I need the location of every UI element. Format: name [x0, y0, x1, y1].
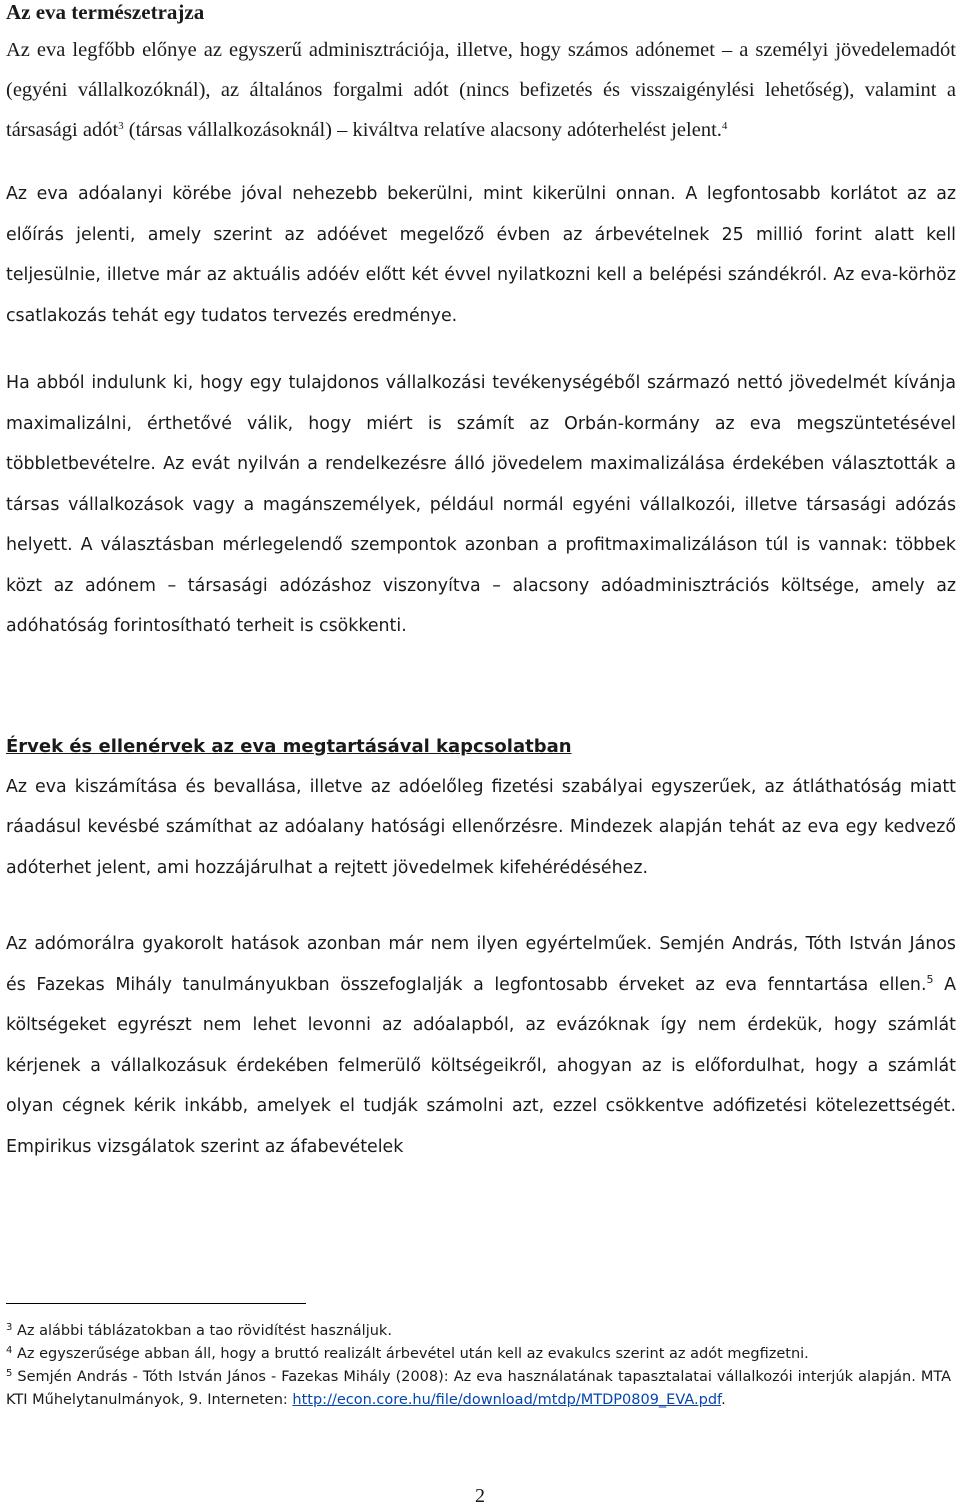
paragraph-adoalanyi-kor: Az eva adóalanyi körébe jóval nehezebb bekerülni, mint kikerülni onnan. A legfontosabb korlátot az az előírás jelenti, amely szerint az adóévet megelőző évben az árbevételnek 25 millió forint alatt kell teljesülnie, illetve már az aktuális adóév előtt két évvel nyilatkozni kell a belépési szándékról. Az eva-körhöz csatlakozás tehát egy tudatos tervezés eredménye.	[6, 184, 956, 326]
footnote-5	[6, 1366, 951, 1412]
document-page	[6, 0, 956, 1167]
footnote-number: 4	[6, 1345, 13, 1356]
footnotes	[6, 1320, 951, 1412]
footnote-number: 3	[6, 1322, 13, 1333]
footnote-3	[6, 1320, 951, 1343]
source-link[interactable]: http://econ.core.hu/file/download/mtdp/MTDP0809_EVA.pdf	[292, 1392, 722, 1408]
footnote-separator	[6, 1303, 306, 1304]
paragraph-eva-kiszamitasa: Az eva kiszámítása és bevallása, illetve az adóelőleg fizetési szabályai egyszerűek, az átláthatóság miatt ráadásul kevésbé számíthat az adóalany hatósági ellenőrzésre. Mindezek alapján tehát az eva egy kedvező adóterhet jelent, ami hozzájárulhat a rejtett jövedelmek kifehérédéséhez.	[6, 776, 956, 878]
paragraph-text: Az eva legfőbb előnye az egyszerű adminisztrációja, illetve, hogy számos adónemet – a személyi jövedelemadót (egyéni vállalkozóknál), az általános forgalmi adót (nincs befizetés és visszaigénylési lehetőség), valamint a társasági adót	[6, 39, 956, 141]
footnote-text: .	[721, 1392, 726, 1408]
footnote-text: Semjén András - Tóth István János - Fazekas Mihály (2008): Az eva használatának tapasztalatai vállalkozói interjúk alapján. MTA KTI Műhelytanulmányok, 9. Interneten:	[6, 1369, 951, 1408]
paragraph-text: (társas vállalkozásoknál) – kiváltva relatíve alacsony adóterhelést jelent.	[123, 119, 722, 141]
paragraph-orban-kormany: Ha abból indulunk ki, hogy egy tulajdonos vállalkozási tevékenységéből származó nettó jövedelmét kívánja maximalizálni, érthetővé válik, hogy miért is számít az Orbán-kormány az eva megszüntetésével többletbevételre. Az evát nyilván a rendelkezésre álló jövedelem maximalizálása érdekében választották a társas vállalkozások vagy a magánszemélyek, például normál egyéni vállalkozói, illetve társasági adózás helyett. A választásban mérlegelendő szempontok azonban a profitmaximalizáláson túl is vannak: többek közt az adónem – társasági adózáshoz viszonyítva – alacsony adóadminisztrációs költsége, amely az adóhatóság forintosítható terheit is csökkenti.	[6, 373, 956, 636]
footnote-4	[6, 1343, 951, 1366]
footnote-ref-5[interactable]: 5	[926, 972, 934, 986]
paragraph-text: A költségeket egyrészt nem lehet levonni az adóalapból, az evázóknak így nem érdekük, hogy számlát kérjenek a vállalkozásuk érdekében felmerülő költségeikről, ahogyan az is előfordulhat, hogy a számlát olyan cégnek kérik inkább, amelyek el tudják számolni azt, ezzel csökkentve adófizetési kötelezettségét. Empirikus vizsgálatok szerint az áfabevételek	[6, 974, 956, 1157]
footnote-text: Az alábbi táblázatokban a tao rövidítést használjuk.	[12, 1323, 392, 1339]
section-heading-ervek-ellenervek: Érvek és ellenérvek az eva megtartásával kapcsolatban	[6, 735, 572, 757]
footnote-text: Az egyszerűsége abban áll, hogy a bruttó realizált árbevétel után kell az evakulcs szerint az adót megfizetni.	[12, 1346, 809, 1362]
section-heading-eva-termeszetrajza: Az eva természetrajza	[6, 0, 205, 24]
paragraph-adomoral	[6, 924, 956, 1167]
footnote-ref-3[interactable]: 3	[118, 120, 124, 132]
footnote-number: 5	[6, 1368, 13, 1379]
paragraph-text: Az adómorálra gyakorolt hatások azonban már nem ilyen egyértelműek. Semjén András, Tóth István János és Fazekas Mihály tanulmányukban összefoglalják a legfontosabb érveket az eva fenntartása ellen.	[6, 934, 956, 995]
page-number: 2	[475, 1485, 485, 1507]
paragraph-eva-elonye	[6, 30, 956, 150]
footnote-ref-4[interactable]: 4	[721, 120, 728, 132]
